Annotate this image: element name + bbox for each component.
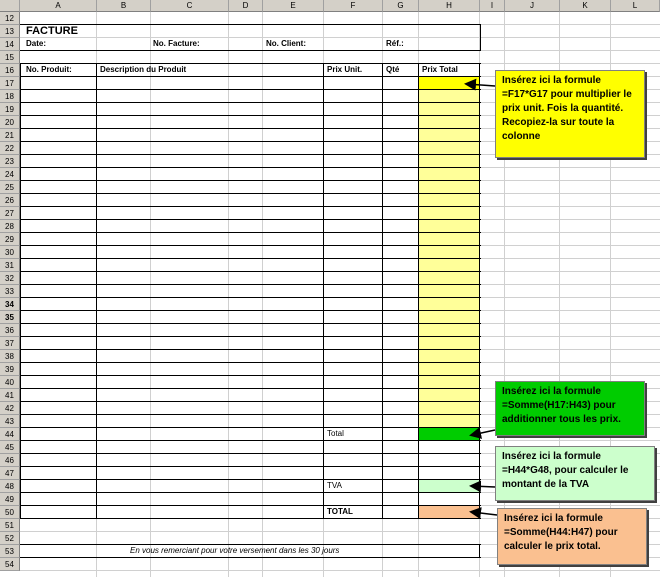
column-header-g[interactable]: G — [383, 0, 419, 12]
row-header-39[interactable]: 39 — [0, 363, 20, 376]
column-header-f[interactable]: F — [324, 0, 383, 12]
border-h — [20, 440, 481, 441]
row-header-25[interactable]: 25 — [0, 181, 20, 194]
border-h — [20, 245, 481, 246]
border-h — [20, 388, 481, 389]
column-header-l[interactable]: L — [611, 0, 660, 12]
border-h — [20, 310, 481, 311]
row-header-37[interactable]: 37 — [0, 337, 20, 350]
border-h — [20, 349, 481, 350]
column-header-h[interactable]: H — [419, 0, 480, 12]
row-header-40[interactable]: 40 — [0, 376, 20, 389]
border-h — [20, 492, 481, 493]
row-header-50[interactable]: 50 — [0, 506, 20, 519]
border-h — [20, 414, 481, 415]
column-header-i[interactable]: I — [480, 0, 505, 12]
reference-label: Réf.: — [386, 39, 404, 48]
border-v — [20, 63, 21, 519]
row-header-33[interactable]: 33 — [0, 285, 20, 298]
total-label: Total — [327, 429, 344, 438]
row-header-16[interactable]: 16 — [0, 64, 20, 77]
border-h — [20, 427, 481, 428]
row-header-38[interactable]: 38 — [0, 350, 20, 363]
row-header-19[interactable]: 19 — [0, 103, 20, 116]
column-header-b[interactable]: B — [97, 0, 151, 12]
row-header-21[interactable]: 21 — [0, 129, 20, 142]
column-header-a[interactable]: A — [20, 0, 97, 12]
col-header-qty: Qté — [386, 65, 400, 74]
border-h — [20, 271, 481, 272]
border-h — [20, 284, 481, 285]
row-header-23[interactable]: 23 — [0, 155, 20, 168]
client-number-label: No. Client: — [266, 39, 306, 48]
row-header-51[interactable]: 51 — [0, 519, 20, 532]
row-header-29[interactable]: 29 — [0, 233, 20, 246]
border-h — [20, 219, 481, 220]
row-header-54[interactable]: 54 — [0, 558, 20, 571]
border-h — [20, 362, 481, 363]
border-h — [20, 141, 481, 142]
row-header-42[interactable]: 42 — [0, 402, 20, 415]
border-h — [20, 206, 481, 207]
border-h — [20, 505, 481, 506]
border-h — [20, 63, 481, 64]
row-header-24[interactable]: 24 — [0, 168, 20, 181]
row-header-30[interactable]: 30 — [0, 246, 20, 259]
row-header-49[interactable]: 49 — [0, 493, 20, 506]
row-header-27[interactable]: 27 — [0, 207, 20, 220]
column-header-j[interactable]: J — [505, 0, 560, 12]
border-h — [20, 297, 481, 298]
col-header-product-no: No. Produit: — [26, 65, 72, 74]
callout-vat-formula: Insérez ici la formule =H44*G48, pour calculer le montant de la TVA — [495, 446, 655, 501]
border-h — [20, 401, 481, 402]
row-header-17[interactable]: 17 — [0, 77, 20, 90]
border-v — [480, 24, 481, 51]
border-h — [20, 180, 481, 181]
border-h — [20, 258, 481, 259]
border-h — [20, 466, 481, 467]
column-header-d[interactable]: D — [229, 0, 263, 12]
border-v — [418, 63, 419, 519]
invoice-title: FACTURE — [26, 25, 78, 37]
gridline-h — [20, 570, 660, 571]
row-header-13[interactable]: 13 — [0, 25, 20, 38]
grand-total-label: TOTAL — [327, 507, 353, 516]
row-header-15[interactable]: 15 — [0, 51, 20, 64]
border-h — [20, 89, 481, 90]
border-h — [20, 167, 481, 168]
border-v — [96, 63, 97, 519]
border-h — [20, 557, 481, 558]
row-header-36[interactable]: 36 — [0, 324, 20, 337]
vat-label: TVA — [327, 481, 342, 490]
column-header-k[interactable]: K — [560, 0, 611, 12]
border-h — [20, 479, 481, 480]
border-h — [20, 193, 481, 194]
row-header-48[interactable]: 48 — [0, 480, 20, 493]
border-h — [20, 453, 481, 454]
border-h — [20, 323, 481, 324]
border-v — [323, 63, 324, 519]
row-header-44[interactable]: 44 — [0, 428, 20, 441]
row-header-22[interactable]: 22 — [0, 142, 20, 155]
row-header-12[interactable]: 12 — [0, 12, 20, 25]
date-label: Date: — [26, 39, 47, 48]
invoice-footer: En vous remerciant pour votre versement dans les 30 jours — [130, 546, 340, 555]
column-header-e[interactable]: E — [263, 0, 324, 12]
row-header-47[interactable]: 47 — [0, 467, 20, 480]
border-h — [20, 518, 481, 519]
row-header-26[interactable]: 26 — [0, 194, 20, 207]
border-h — [20, 154, 481, 155]
row-header-31[interactable]: 31 — [0, 259, 20, 272]
border-v — [382, 63, 383, 519]
row-header-34[interactable]: 34 — [0, 298, 20, 311]
row-header-46[interactable]: 46 — [0, 454, 20, 467]
invoice-number-label: No. Facture: — [153, 39, 200, 48]
border-h — [20, 50, 481, 51]
callout-multiply-formula: Insérez ici la formule =F17*G17 pour multiplier le prix unit. Fois la quantité. Recopiez-la sur toute la colonne — [495, 70, 645, 158]
column-header-c[interactable]: C — [151, 0, 229, 12]
border-h — [20, 115, 481, 116]
col-header-unit-price: Prix Unit. — [327, 65, 363, 74]
border-v — [479, 544, 480, 558]
border-h — [20, 24, 481, 25]
border-h — [20, 375, 481, 376]
row-header-28[interactable]: 28 — [0, 220, 20, 233]
row-header-14[interactable]: 14 — [0, 38, 20, 51]
row-header-35[interactable]: 35 — [0, 311, 20, 324]
callout-sum-formula: Insérez ici la formule =Somme(H17:H43) pour additionner tous les prix. — [495, 381, 645, 436]
row-header-20[interactable]: 20 — [0, 116, 20, 129]
border-h — [20, 128, 481, 129]
col-header-total-price: Prix Total — [422, 65, 458, 74]
border-h — [20, 232, 481, 233]
row-header-45[interactable]: 45 — [0, 441, 20, 454]
row-header-43[interactable]: 43 — [0, 415, 20, 428]
border-v — [479, 63, 480, 519]
row-header-18[interactable]: 18 — [0, 90, 20, 103]
row-header-32[interactable]: 32 — [0, 272, 20, 285]
select-all-corner[interactable] — [0, 0, 20, 12]
border-h — [20, 336, 481, 337]
border-h — [20, 102, 481, 103]
row-header-41[interactable]: 41 — [0, 389, 20, 402]
border-h — [20, 76, 481, 77]
callout-grand-total-formula: Insérez ici la formule =Somme(H44:H47) pour calculer le prix total. — [497, 508, 647, 565]
gridline-h — [20, 37, 660, 38]
row-header-53[interactable]: 53 — [0, 545, 20, 558]
row-header-52[interactable]: 52 — [0, 532, 20, 545]
col-header-description: Description du Produit — [100, 65, 187, 74]
